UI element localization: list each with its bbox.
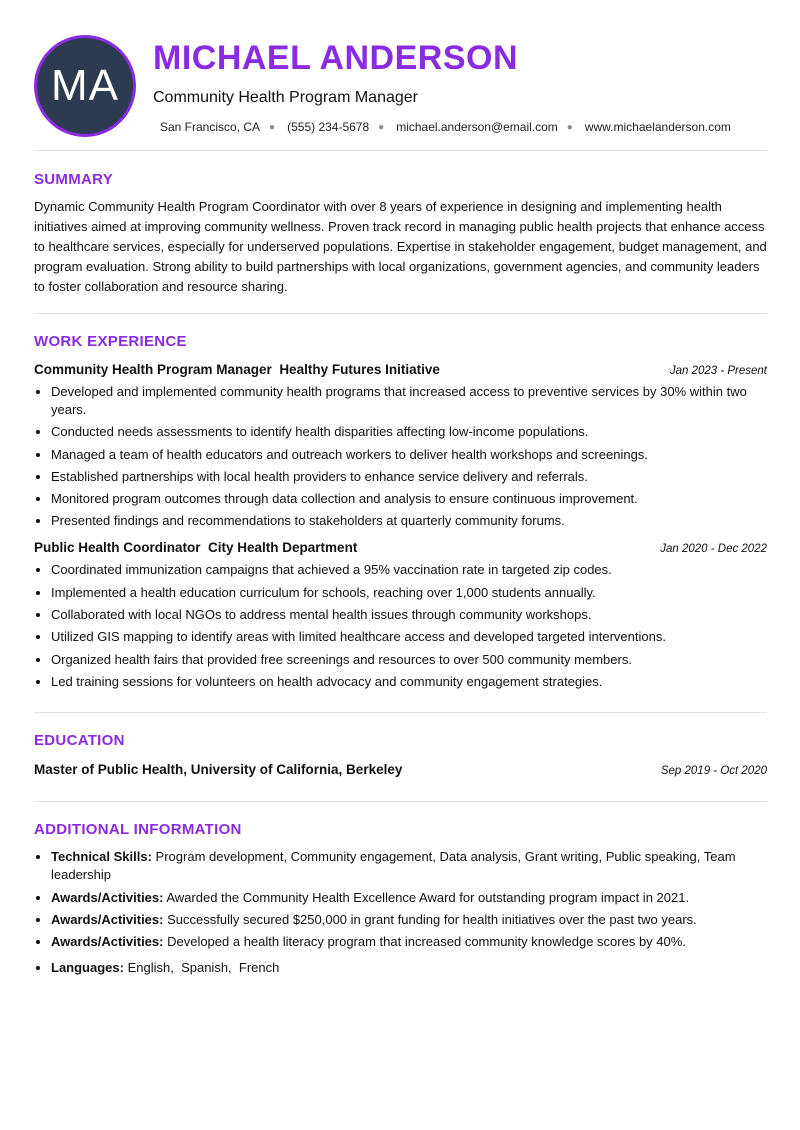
list-item: • Established partnerships with local health providers to enhance service delivery and referrals. <box>51 468 767 486</box>
resume-page <box>34 0 767 981</box>
experience-section <box>34 314 767 712</box>
additional-info-list <box>34 848 767 977</box>
job-header <box>34 362 767 377</box>
list-item: • Led training sessions for volunteers on health advocacy and community engagement strategies. <box>51 673 767 691</box>
list-item <box>51 848 767 884</box>
list-item: • Monitored program outcomes through data collection and analysis to ensure continuous improvement. <box>51 490 767 508</box>
education-dates: Sep 2019 - Oct 2020 <box>660 765 767 778</box>
additional-section <box>34 802 767 977</box>
summary-text: Dynamic Community Health Program Coordinator with over 8 years of experience in designing and implementing health initiatives aimed at improving community wellness. Proven track record in managing public health projects that enhance access to healthcare services, especially for underserved populations. Expertise in stakeholder engagement, budget management, and program evaluation. Strong ability to build partnerships with local organizations, government agencies, and community leaders to foster collaboration and resource sharing. <box>34 199 767 294</box>
job-dates: Jan 2020 - Dec 2022 <box>660 543 767 556</box>
list-item: • Developed and implemented community health programs that increased access to preventive services by 30% within two years. <box>51 383 767 419</box>
job-bullets <box>34 561 767 690</box>
list-item: • Coordinated immunization campaigns that achieved a 95% vaccination rate in targeted zip codes. <box>51 561 767 579</box>
education-entry <box>34 762 767 777</box>
contact-info <box>160 120 731 136</box>
list-item <box>51 959 767 977</box>
contact-website: www.michaelanderson.com <box>584 120 731 134</box>
degree: Master of Public Health, University of California, Berkeley <box>34 762 403 778</box>
job-header <box>34 540 767 555</box>
info-label: Awards/Activities: <box>51 889 164 905</box>
job-role-company <box>34 362 440 377</box>
list-item: • Collaborated with local NGOs to address mental health issues through community workshops. <box>51 606 767 624</box>
candidate-name: MICHAEL ANDERSON <box>153 39 519 77</box>
job-entry <box>34 362 767 530</box>
info-label: Technical Skills: <box>51 849 152 865</box>
bullet-separator-icon: ● <box>378 122 385 133</box>
job-company: Healthy Futures Initiative <box>279 362 440 377</box>
job-bullets <box>34 383 767 530</box>
job-role-company <box>34 540 357 555</box>
section-heading: EDUCATION <box>34 732 125 750</box>
info-text: Awarded the Community Health Excellence Award for outstanding program impact in 2021. <box>166 889 690 905</box>
contact-location: San Francisco, CA <box>160 120 261 134</box>
info-text: Program development, Community engagement, Data analysis, Grant writing, Public speaking, Team leadership <box>51 849 736 883</box>
list-item: • Presented findings and recommendations to stakeholders at quarterly community forums. <box>51 512 767 530</box>
avatar-initials: MA <box>51 61 119 110</box>
job-role: Public Health Coordinator <box>34 540 201 556</box>
job-title: Community Health Program Manager <box>153 89 418 106</box>
contact-email: michael.anderson@email.com <box>396 120 558 134</box>
job-dates: Jan 2023 - Present <box>669 365 767 377</box>
info-text: Successfully secured $250,000 in grant funding for health initiatives over the past two years. <box>167 911 697 927</box>
job-entry <box>34 540 767 690</box>
info-text: Developed a health literacy program that increased community knowledge scores by 40%. <box>167 934 686 950</box>
list-item <box>51 933 767 951</box>
info-label: Awards/Activities: <box>51 934 164 950</box>
section-heading: SUMMARY <box>34 171 114 188</box>
list-item <box>51 889 767 907</box>
info-label: Languages: <box>51 960 124 976</box>
contact-phone: (555) 234-5678 <box>287 120 370 134</box>
summary-section <box>34 151 767 313</box>
info-label: Awards/Activities: <box>51 911 164 927</box>
education-section <box>34 713 767 801</box>
section-heading: WORK EXPERIENCE <box>34 333 187 350</box>
section-heading: ADDITIONAL INFORMATION <box>34 821 242 839</box>
avatar <box>34 35 136 137</box>
list-item: • Utilized GIS mapping to identify areas with limited healthcare access and developed targeted interventions. <box>51 628 767 646</box>
list-item: • Managed a team of health educators and outreach workers to deliver health workshops and screenings. <box>51 446 767 464</box>
list-item: • Organized health fairs that provided free screenings and resources to over 500 community members. <box>51 651 767 669</box>
list-item: • Implemented a health education curriculum for schools, reaching over 1,000 students annually. <box>51 584 767 602</box>
bullet-separator-icon: ● <box>269 122 276 133</box>
resume-header <box>34 0 767 150</box>
job-role: Community Health Program Manager <box>34 362 272 377</box>
list-item <box>51 911 767 929</box>
job-company: City Health Department <box>208 540 358 556</box>
bullet-separator-icon: ● <box>566 122 573 133</box>
list-item: • Conducted needs assessments to identify health disparities affecting low-income populations. <box>51 423 767 441</box>
info-text: English, Spanish, French <box>127 960 280 976</box>
